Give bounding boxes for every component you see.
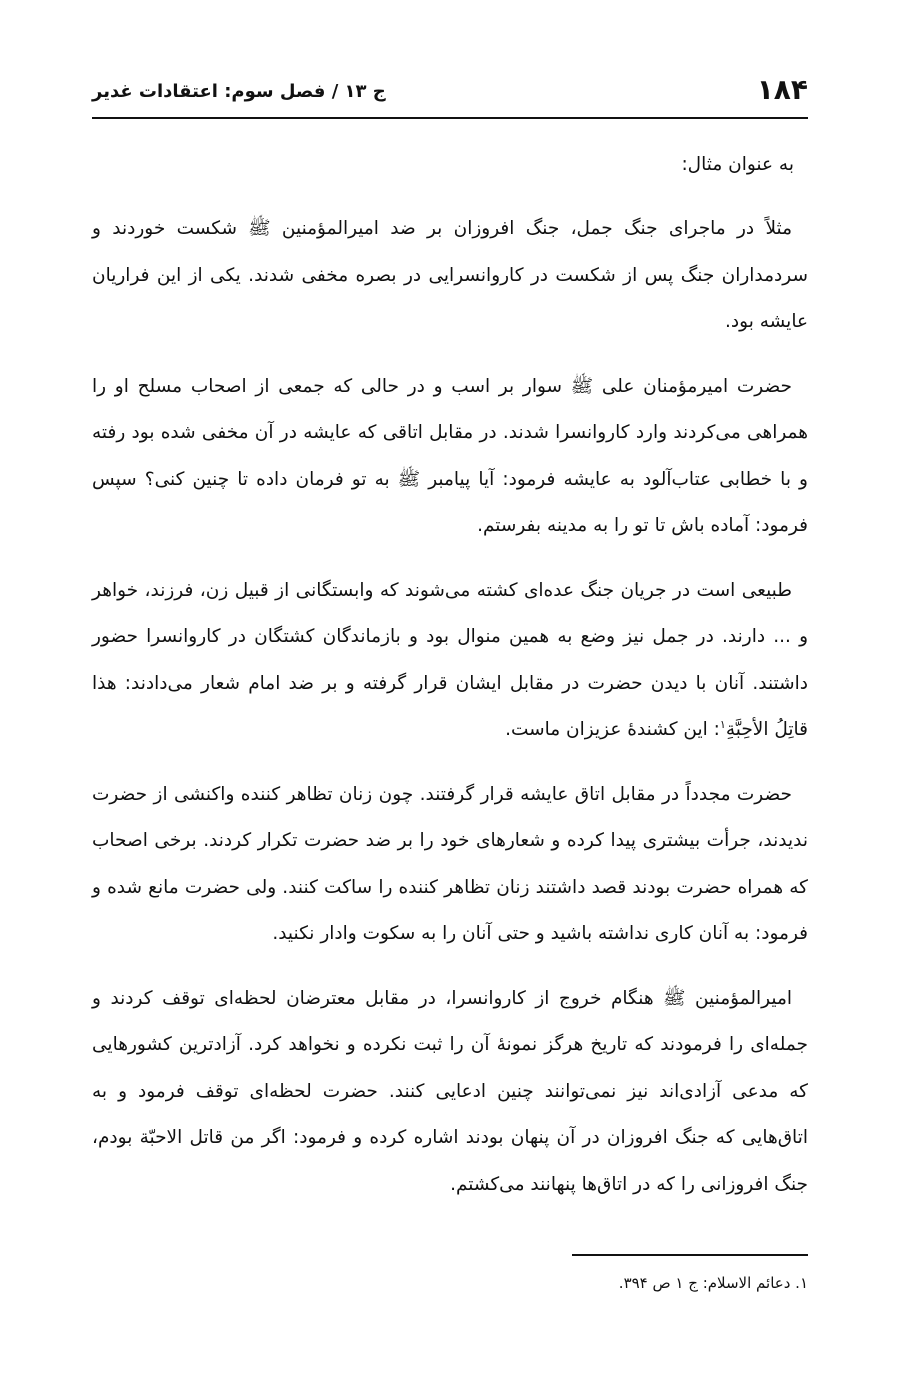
paragraph-3-tail: : این کشندهٔ عزیزان ماست. <box>505 719 720 740</box>
lead-line: به عنوان مثال: <box>681 154 794 175</box>
footnote-divider <box>572 1254 808 1256</box>
page-number: ۱۸۴ <box>756 73 808 106</box>
paragraph-5: امیرالمؤمنین ﷺ هنگام خروج از کاروانسرا، در مقابل معترضان لحظه‌ای توقف کردند و جمله‌ای را فرمودند که تاریخ هرگز نمونهٔ آن را ثبت نکرده و نخواهد کرد. آزادترین کشورهایی که مدعی آزادی‌اند نیز نمی‌توانند چنین ادعایی کنند. حضرت لحظه‌ای توقف فرمود و به اتاق‌هایی که جنگ افروزان در آن پنهان بودند اشاره کرده و فرمود: اگر من قاتل الاحبّة بودم، جنگ افروزانی را که در اتاق‌ها پنهانند می‌کشتم. <box>92 987 808 1195</box>
paragraph-2: حضرت امیرمؤمنان علی ﷺ سوار بر اسب و در حالی که جمعی از اصحاب مسلح او را همراهی می‌کردند وارد کاروانسرا شدند. در مقابل اتاقی که عایشه در آن مخفی شده بود رفته و با خطابی عتاب‌آلود به عایشه فرمود: آیا پیامبر ﷺ به تو فرمان داده تا چنین کنی؟ سپس فرمود: آماده باش تا تو را به مدینه بفرستم. <box>92 375 808 536</box>
footnote: ۱. دعائم الاسلام: ج ۱ ص ۳۹۴. <box>618 1274 808 1292</box>
running-title: ج ۱۳ / فصل سوم: اعتقادات غدیر <box>92 81 386 102</box>
paragraph-1: مثلاً در ماجرای جنگ جمل، جنگ افروزان بر ضد امیرالمؤمنین ﷺ شکست خوردند و سردمداران جنگ پس از شکست در کاروانسرایی در بصره مخفی شدند. یکی از این فراریان عایشه بود. <box>92 218 808 332</box>
body-text <box>92 142 808 1208</box>
footnote-marker[interactable]: ۱ <box>719 717 726 731</box>
page-header <box>92 72 808 112</box>
paragraph-4: حضرت مجدداً در مقابل اتاق عایشه قرار گرفتند. چون زنان تظاهر کننده واکنشی از حضرت ندیدند، جرأت بیشتری پیدا کرده و شعارهای خود را بر ضد حضرت تکرار کردند. برخی اصحاب که همراه حضرت بودند قصد داشتند زنان تظاهر کننده را ساکت کنند. ولی حضرت مانع شده و فرمود: به آنان کاری نداشته باشید و حتی آنان را به سکوت وادار نکنید. <box>92 783 808 944</box>
paragraph-3 <box>92 568 808 754</box>
paragraph-3-text: طبیعی است در جریان جنگ عده‌ای کشته می‌شوند که وابستگانی از قبیل زن، فرزند، خواهر و ... دارند. در جمل نیز وضع به همین منوال بود و بازماندگان کشتگان در کاروانسرا حضور داشتند. آنان با دیدن حضرت در مقابل ایشان قرار گرفته و بر ضد امام شعار می‌دادند: هذا قاتِلُ الأحِبَّةِ <box>92 579 808 740</box>
header-divider <box>92 117 808 119</box>
